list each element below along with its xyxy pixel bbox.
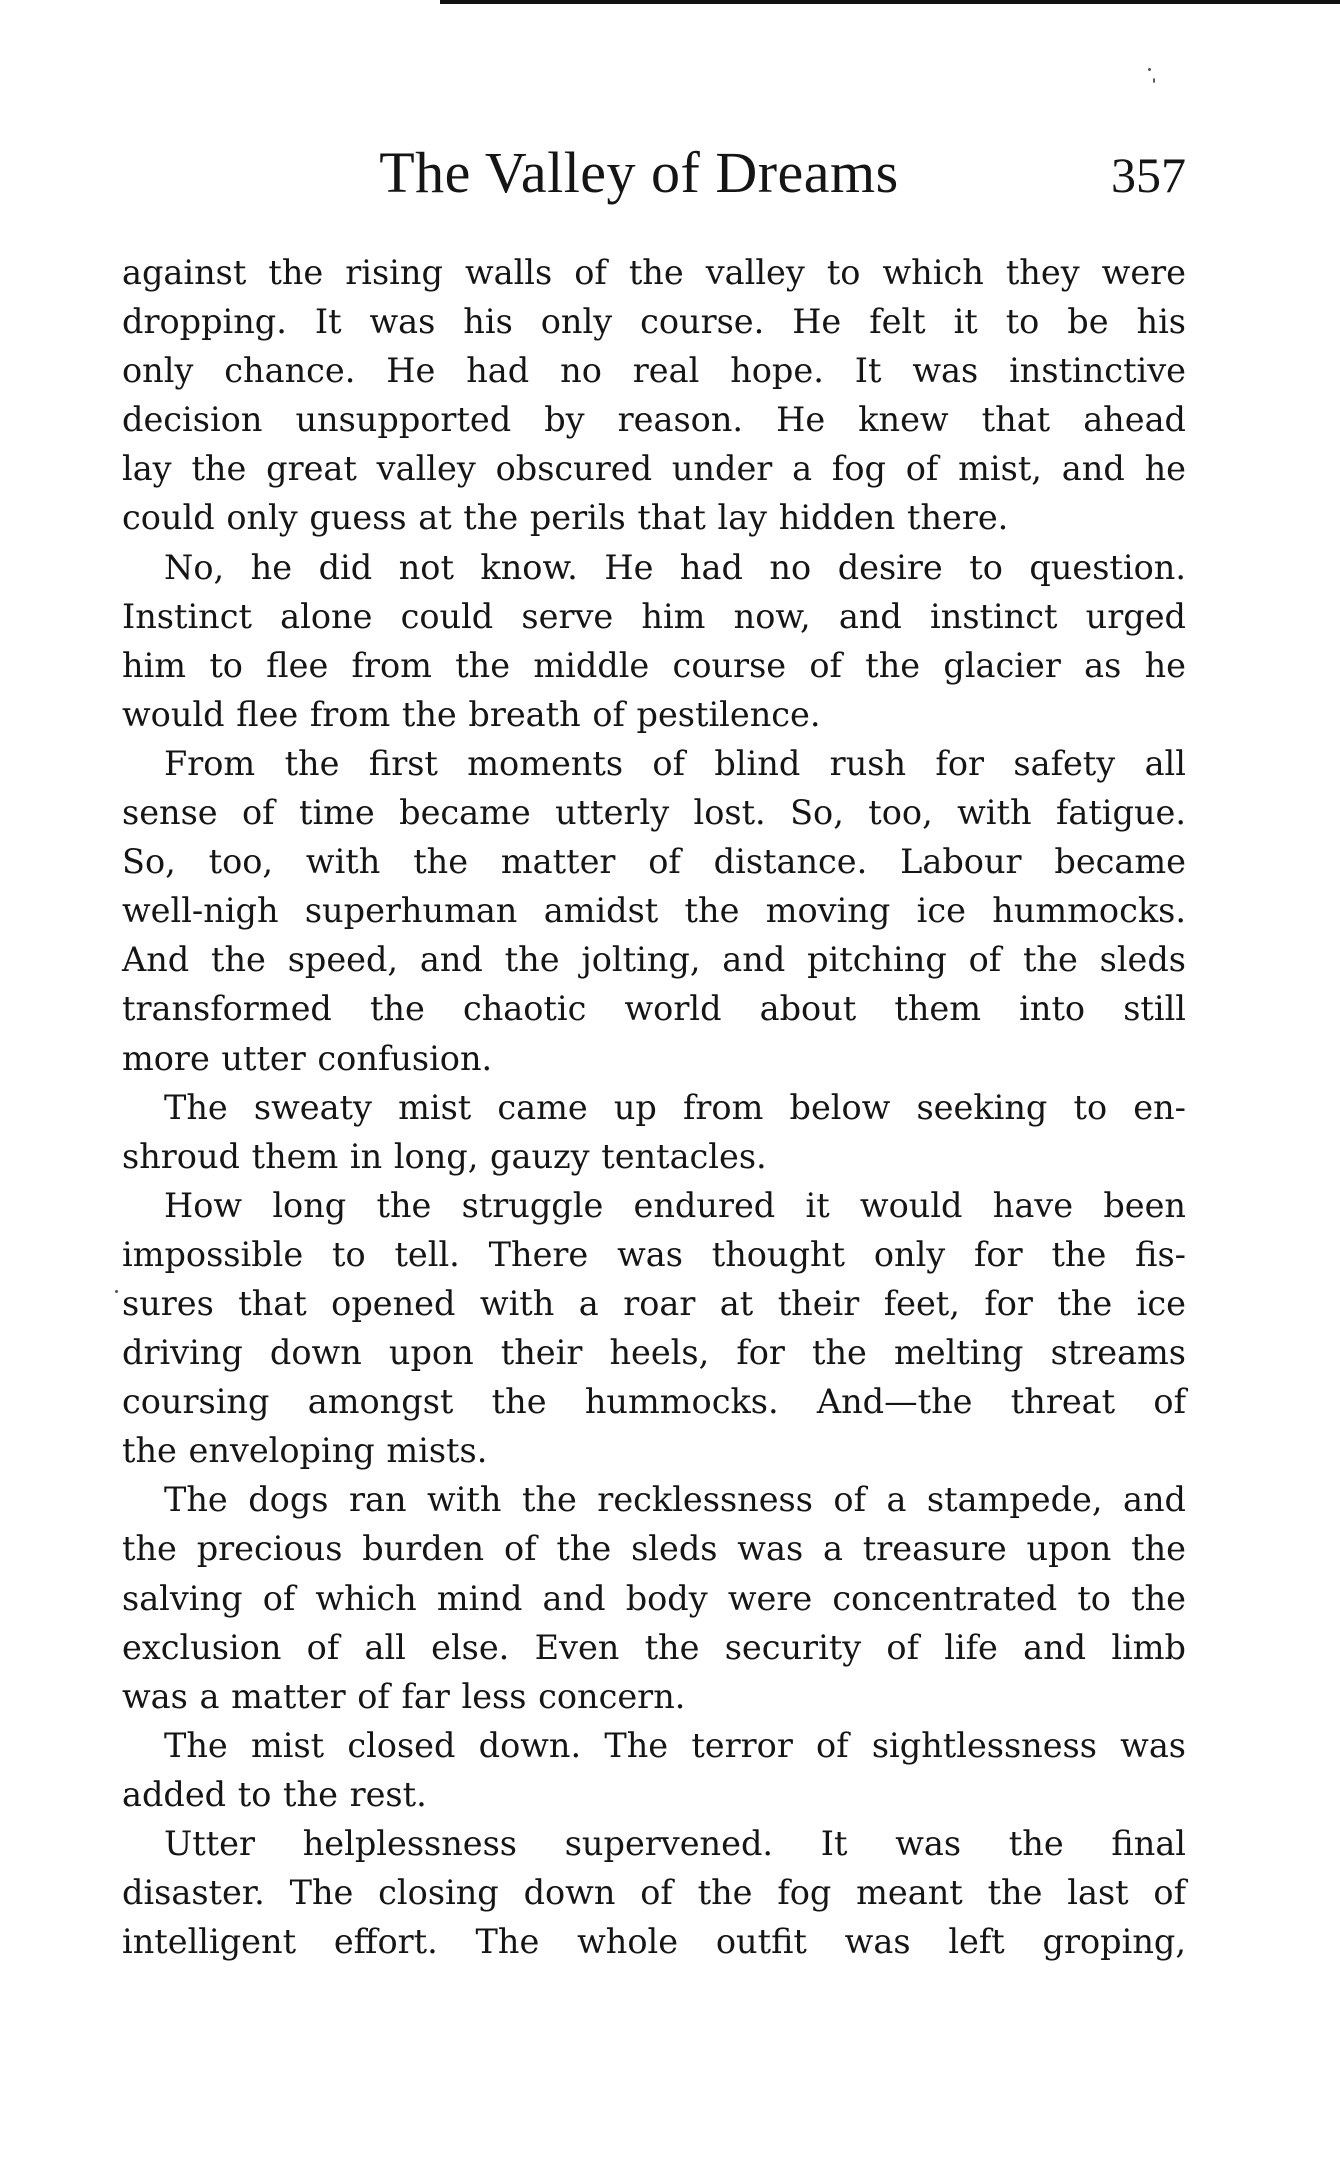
- text-line: The dogs ran with the recklessness of a stampede, and: [164, 1480, 1186, 1520]
- text-line: more utter confusion.: [122, 1038, 493, 1078]
- text-line: against the rising walls of the valley to which they were: [122, 253, 1186, 292]
- text-line: impossible to tell. There was thought only for the fis-: [122, 1234, 1186, 1274]
- running-title: The Valley of Dreams: [379, 140, 899, 205]
- text-line: was a matter of far less concern.: [122, 1676, 686, 1716]
- text-line: sures that opened with a roar at their feet, for the ice: [122, 1283, 1186, 1323]
- text-line: decision unsupported by reason. He knew that ahead: [122, 400, 1186, 440]
- text-line: would flee from the breath of pestilence.: [122, 694, 821, 734]
- text-line: No, he did not know. He had no desire to question.: [164, 547, 1186, 587]
- text-line: From the first moments of blind rush for safety all: [164, 743, 1186, 783]
- text-line: disaster. The closing down of the fog meant the last of: [122, 1873, 1186, 1913]
- text-line: The sweaty mist came up from below seeking to en-: [164, 1087, 1186, 1127]
- text-line: intelligent effort. The whole outfit was left groping,: [122, 1922, 1186, 1962]
- text-line: lay the great valley obscured under a fog of mist, and he: [122, 449, 1186, 489]
- text-line: the enveloping mists.: [122, 1431, 488, 1471]
- scan-speck: [115, 1290, 118, 1293]
- text-line: salving of which mind and body were concentrated to the: [122, 1578, 1186, 1618]
- text-line: well-nigh superhuman amidst the moving ice hummocks.: [122, 891, 1186, 931]
- page-header: [122, 138, 1186, 208]
- text-line: exclusion of all else. Even the security of life and limb: [122, 1627, 1186, 1667]
- text-line: shroud them in long, gauzy tentacles.: [122, 1136, 767, 1176]
- text-line: How long the struggle endured it would have been: [164, 1185, 1186, 1225]
- text-line: Instinct alone could serve him now, and instinct urged: [122, 596, 1186, 636]
- text-line: The mist closed down. The terror of sightlessness was: [164, 1725, 1186, 1765]
- text-line: him to flee from the middle course of the glacier as he: [122, 645, 1186, 685]
- text-line: dropping. It was his only course. He felt it to be his: [122, 302, 1186, 342]
- text-line: added to the rest.: [122, 1774, 427, 1814]
- text-line: the precious burden of the sleds was a treasure upon the: [122, 1529, 1186, 1569]
- scan-speck: [1148, 68, 1151, 71]
- scan-speck: [1153, 78, 1155, 83]
- text-line: coursing amongst the hummocks. And—the threat of: [122, 1382, 1186, 1422]
- text-line: transformed the chaotic world about them into still: [122, 989, 1186, 1029]
- text-line: only chance. He had no real hope. It was instinctive: [122, 351, 1186, 391]
- text-line: And the speed, and the jolting, and pitching of the sleds: [122, 940, 1186, 980]
- text-line: could only guess at the perils that lay hidden there.: [122, 498, 1009, 538]
- text-line: sense of time became utterly lost. So, too, with fatigue.: [122, 793, 1186, 833]
- scan-edge-rule: [440, 0, 1340, 4]
- page-number: 357: [1111, 147, 1186, 203]
- text-line: So, too, with the matter of distance. Labour became: [122, 842, 1186, 882]
- body-text: [122, 248, 1186, 1966]
- text-line: driving down upon their heels, for the melting streams: [122, 1333, 1186, 1373]
- text-line: Utter helplessness supervened. It was the final: [164, 1824, 1186, 1863]
